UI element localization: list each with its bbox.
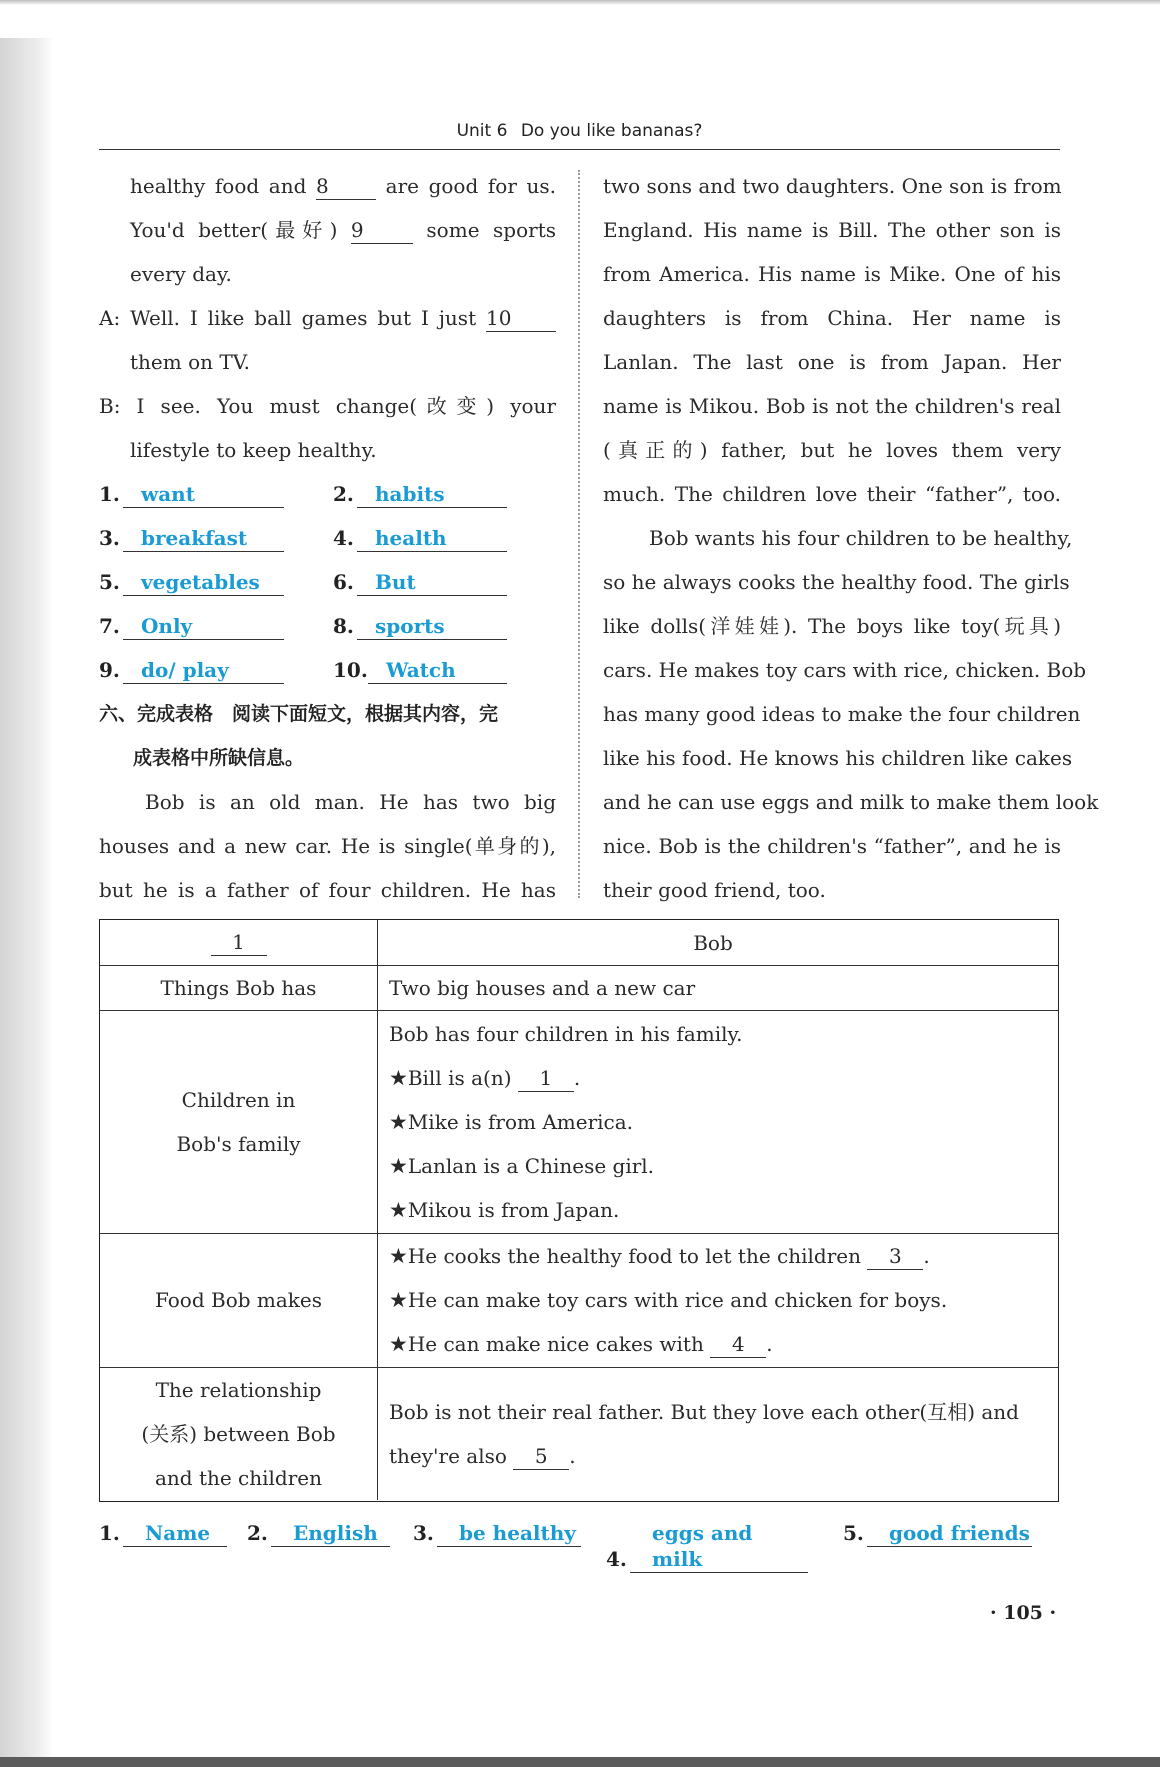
column-divider — [578, 170, 580, 898]
section-title: 六、完成表格 阅读下面短文，根据其内容，完 — [99, 703, 499, 725]
left-column — [99, 164, 556, 912]
dialogue-line: lifestyle to keep healthy. — [130, 438, 377, 462]
table-blank-1b: 1 — [518, 1065, 574, 1092]
dialogue-line: You'd better(最好) 9 some sports — [130, 218, 557, 242]
passage-line: (真正的) father, but he loves them very — [603, 438, 1061, 462]
answer-row-2 — [99, 1520, 1059, 1571]
top-edge — [0, 0, 1160, 5]
table-cell: Bob — [693, 930, 733, 955]
table-blank-3: 3 — [867, 1243, 923, 1270]
answer-item: 5. good friends — [843, 1520, 1032, 1547]
passage-line: Bob wants his four children to be healthy, — [649, 526, 1073, 550]
answer-item: 3. be healthy — [413, 1520, 581, 1547]
answer-item: 1. Name — [99, 1520, 227, 1547]
bottom-bar — [0, 1757, 1160, 1767]
answer-item: 5. vegetables — [99, 560, 284, 604]
passage-line: but he is a father of four children. He has — [99, 878, 556, 902]
answer-item: 4.eggs and milk — [606, 1520, 808, 1573]
passage-line: England. His name is Bill. The other son is — [603, 218, 1061, 242]
page-number: · 105 · — [990, 1602, 1057, 1624]
answer-item: 3. breakfast — [99, 516, 284, 560]
answer-item: 7. Only — [99, 604, 284, 648]
passage-line: cars. He makes toy cars with rice, chicken. Bob — [603, 658, 1087, 682]
passage-line: so he always cooks the healthy food. The girls — [603, 570, 1070, 594]
table-cell: Bob has four children in his family. ★Bill is a(n) 1 . ★Mike is from America. ★Lanlan is a Chinese girl. ★Mikou is from Japan. — [389, 1021, 743, 1222]
table-cell — [100, 920, 378, 965]
page-left-shadow — [0, 38, 52, 1767]
answer-item: 8. sports — [333, 604, 507, 648]
blank-9: 9 — [351, 217, 413, 244]
passage-line: their good friend, too. — [603, 878, 826, 902]
table-row — [100, 1010, 1058, 1234]
dialogue-line: A: Well. I like ball games but I just 10 — [99, 296, 556, 340]
right-column — [603, 164, 1099, 912]
table-cell: Children in Bob's family — [100, 1010, 378, 1233]
table-cell: Things Bob has — [100, 965, 378, 1010]
dialogue-line: B: I see. You must change(改变) your — [99, 394, 556, 418]
table-cell: Two big houses and a new car — [389, 975, 696, 1000]
star-icon: ★ — [389, 1332, 408, 1356]
blank-8: 8 — [316, 173, 376, 200]
answer-item: 2. English — [247, 1520, 390, 1547]
answer-item: 9. do/ play — [99, 648, 284, 692]
dialogue-line: them on TV. — [130, 350, 250, 374]
answer-row — [99, 604, 556, 648]
answer-row — [99, 648, 556, 692]
answer-item: 1. want — [99, 472, 284, 516]
passage-line: daughters is from China. Her name is — [603, 306, 1061, 330]
answer-item: 2. habits — [333, 472, 507, 516]
passage-line: has many good ideas to make the four children — [603, 702, 1081, 726]
star-icon: ★ — [389, 1244, 408, 1268]
answer-item: 10. Watch — [333, 648, 507, 692]
table-row — [100, 1233, 1058, 1368]
table-blank-1: 1 — [211, 929, 267, 956]
passage-line: Bob is an old man. He has two big — [145, 790, 556, 814]
answer-item: 6. But — [333, 560, 507, 604]
passage-line: and he can use eggs and milk to make them look — [603, 790, 1099, 814]
unit-title: Do you like bananas? — [520, 121, 703, 141]
table-cell: Food Bob makes — [100, 1233, 378, 1367]
passage-line: like his food. He knows his children like cakes — [603, 746, 1073, 770]
passage-line: two sons and two daughters. One son is from — [603, 174, 1062, 198]
dialogue-line: every day. — [130, 262, 232, 286]
info-table — [99, 919, 1059, 1502]
blank-10: 10 — [486, 305, 556, 332]
answer-item: 4. health — [333, 516, 507, 560]
passage-line: name is Mikou. Bob is not the children's real — [603, 394, 1061, 418]
section-title: 成表格中所缺信息。 — [133, 747, 305, 769]
table-blank-5: 5 — [513, 1443, 569, 1470]
table-blank-4: 4 — [710, 1331, 766, 1358]
table-cell: Bob is not their real father. But they love each other(互相) and they're also 5 . — [389, 1399, 1019, 1468]
unit-label: Unit 6 — [456, 121, 508, 141]
passage-line: from America. His name is Mike. One of his — [603, 262, 1061, 286]
passage-line: Lanlan. The last one is from Japan. Her — [603, 350, 1061, 374]
table-cell: The relationship (关系) between Bob and the children — [100, 1367, 378, 1500]
passage-line: nice. Bob is the children's “father”, and he is — [603, 834, 1061, 858]
star-icon: ★ — [389, 1197, 408, 1222]
table-row — [100, 1367, 1058, 1500]
star-icon: ★ — [389, 1288, 408, 1312]
dialogue-line: healthy food and 8 are good for us. — [130, 174, 557, 198]
table-row — [100, 965, 1058, 1011]
passage-line: houses and a new car. He is single(单身的), — [99, 834, 556, 858]
answer-row — [99, 560, 556, 604]
table-row — [100, 920, 1058, 966]
star-icon: ★ — [389, 1109, 408, 1134]
passage-line: like dolls(洋娃娃). The boys like toy(玩具) — [603, 614, 1061, 638]
page-header — [99, 119, 1060, 150]
table-cell: ★He cooks the healthy food to let the children 3 . ★He can make toy cars with rice and chicken for boys. ★He can make nice cakes with 4 . — [389, 1244, 948, 1356]
star-icon: ★ — [389, 1065, 408, 1090]
star-icon: ★ — [389, 1153, 408, 1178]
passage-line: much. The children love their “father”, too. — [603, 482, 1061, 506]
answer-row — [99, 472, 556, 516]
answer-row — [99, 516, 556, 560]
